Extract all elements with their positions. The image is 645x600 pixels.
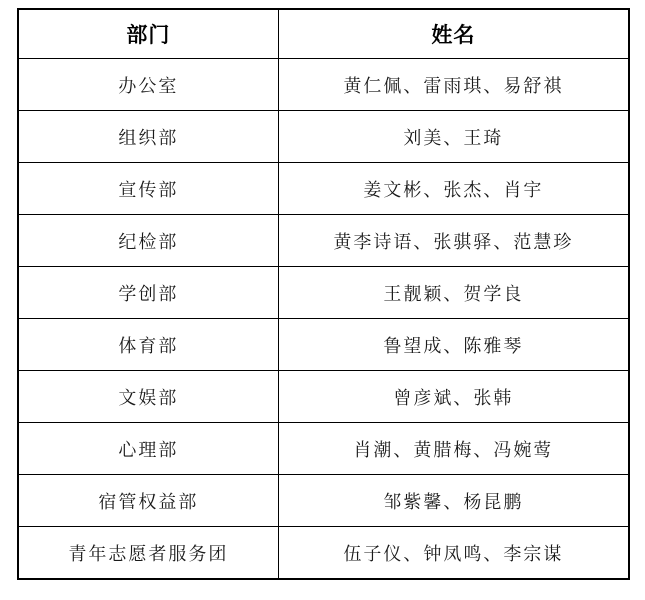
table-row xyxy=(18,423,629,475)
header-row xyxy=(18,9,629,59)
roster-table-container xyxy=(17,8,630,580)
names-cell: 王靓颖、贺学良 xyxy=(278,267,629,319)
department-cell: 宣传部 xyxy=(18,163,278,215)
table-row xyxy=(18,163,629,215)
table-row xyxy=(18,319,629,371)
names-cell: 刘美、王琦 xyxy=(278,111,629,163)
department-cell: 文娱部 xyxy=(18,371,278,423)
names-cell: 邹紫馨、杨昆鹏 xyxy=(278,475,629,527)
names-cell: 肖潮、黄腊梅、冯婉莺 xyxy=(278,423,629,475)
department-cell: 组织部 xyxy=(18,111,278,163)
table-row xyxy=(18,111,629,163)
table-body xyxy=(18,59,629,580)
names-cell: 曾彦斌、张韩 xyxy=(278,371,629,423)
department-cell: 办公室 xyxy=(18,59,278,111)
column-header-department: 部门 xyxy=(18,9,278,59)
table-row xyxy=(18,215,629,267)
table-row xyxy=(18,475,629,527)
column-header-names: 姓名 xyxy=(278,9,629,59)
table-row xyxy=(18,527,629,580)
department-cell: 体育部 xyxy=(18,319,278,371)
department-cell: 心理部 xyxy=(18,423,278,475)
table-row xyxy=(18,371,629,423)
roster-table xyxy=(17,8,630,580)
department-cell: 学创部 xyxy=(18,267,278,319)
names-cell: 伍子仪、钟凤鸣、李宗谋 xyxy=(278,527,629,580)
names-cell: 黄仁佩、雷雨琪、易舒祺 xyxy=(278,59,629,111)
names-cell: 黄李诗语、张骐驿、范慧珍 xyxy=(278,215,629,267)
department-cell: 纪检部 xyxy=(18,215,278,267)
names-cell: 姜文彬、张杰、肖宇 xyxy=(278,163,629,215)
names-cell: 鲁望成、陈雅琴 xyxy=(278,319,629,371)
table-row xyxy=(18,59,629,111)
department-cell: 宿管权益部 xyxy=(18,475,278,527)
department-cell: 青年志愿者服务团 xyxy=(18,527,278,580)
table-row xyxy=(18,267,629,319)
table-header xyxy=(18,9,629,59)
